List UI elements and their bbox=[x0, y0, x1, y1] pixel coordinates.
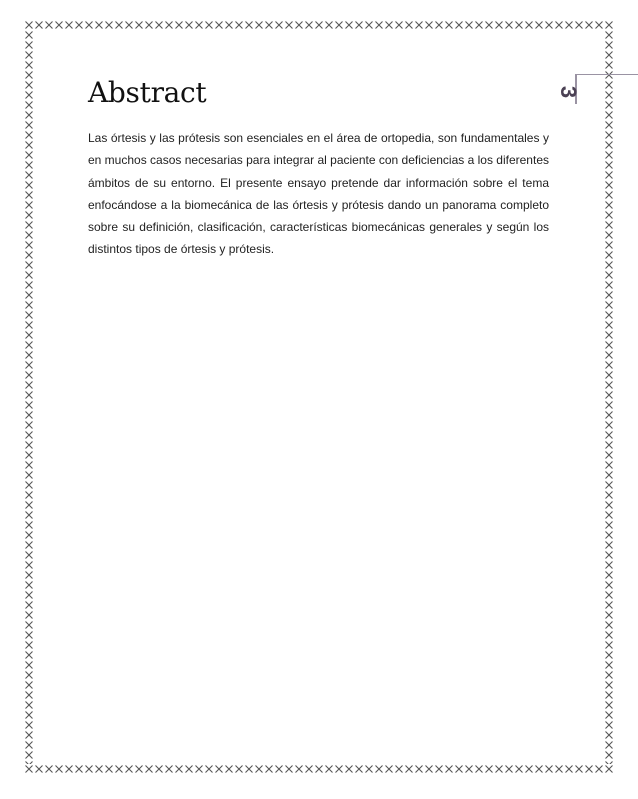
border-right bbox=[604, 30, 614, 764]
border-bottom bbox=[24, 764, 614, 774]
page-title: Abstract bbox=[88, 76, 207, 109]
page-number-horizontal-rule bbox=[577, 74, 638, 75]
border-left bbox=[24, 30, 34, 764]
abstract-paragraph: Las órtesis y las prótesis son esenciales en el área de ortopedia, son fundamentales y en muchos casos necesarias para integrar al paciente con deficiencias a los diferentes ámbitos de su entorno. El presente ensayo pretende dar información sobre el tema enfocándose a la biomecánica de las órtesis y prótesis dando un panorama completo sobre su definición, clasificación, características biomecánicas generales y según los distintos tipos de órtesis y prótesis. bbox=[88, 131, 549, 257]
page-number: 3 bbox=[556, 85, 581, 99]
border-top bbox=[24, 20, 614, 30]
